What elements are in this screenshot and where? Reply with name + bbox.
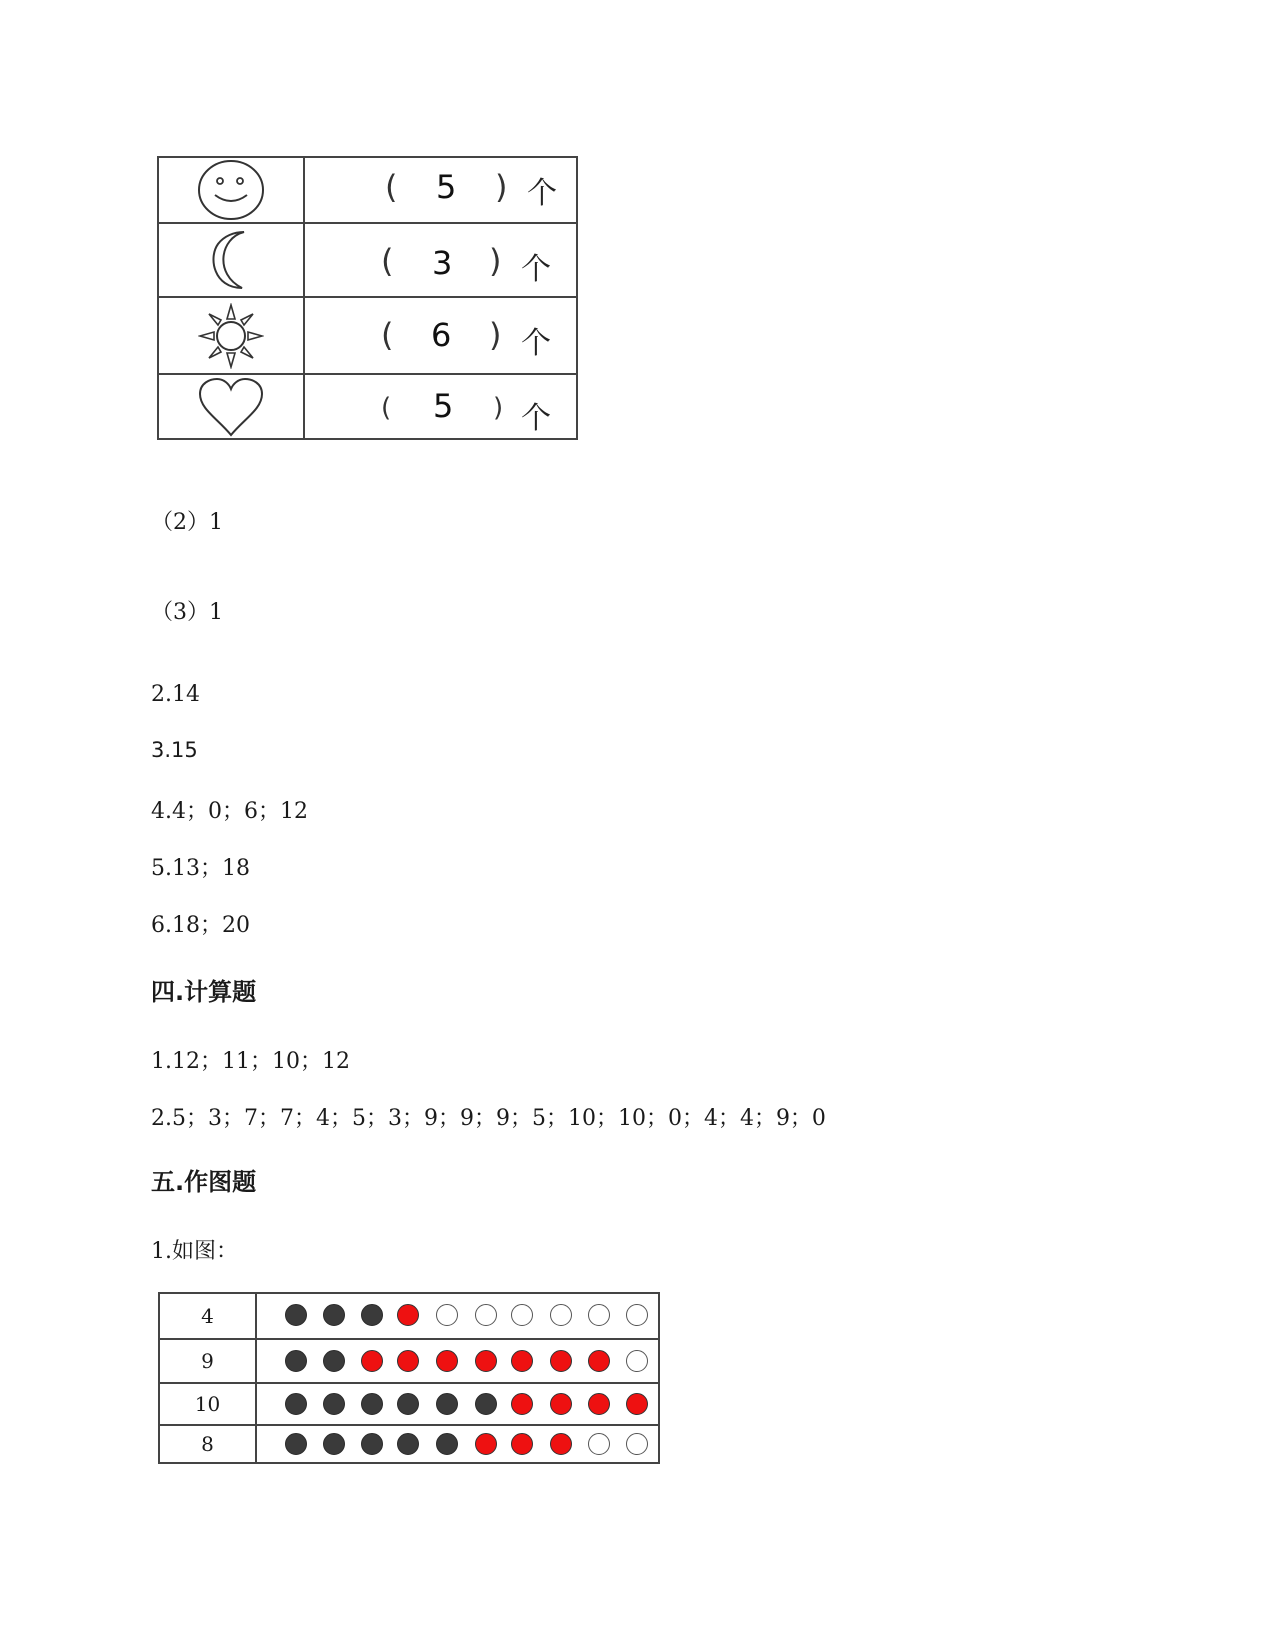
dots-cell <box>257 1340 658 1382</box>
count-cell <box>305 375 576 438</box>
calc-answer-1: 1.12；11；10；12 <box>151 1049 350 1074</box>
black-dot <box>323 1393 345 1415</box>
count-value: 5 <box>433 387 454 425</box>
dots-cell <box>257 1294 658 1338</box>
red-dot <box>588 1350 610 1372</box>
red-dot <box>550 1433 572 1455</box>
answer-3: 3.15 <box>151 738 198 762</box>
black-dot <box>475 1393 497 1415</box>
calc-answer-2: 2.5；3；7；7；4；5；3；9；9；9；5；10；10；0；4；4；9；0 <box>151 1106 826 1131</box>
black-dot <box>285 1304 307 1326</box>
shape-row <box>159 158 576 222</box>
unit-label: 个 <box>521 326 551 361</box>
dot-row-label: 4 <box>160 1294 257 1338</box>
section-heading-drawing: 五.作图题 <box>151 1168 257 1196</box>
shape-row <box>159 222 576 296</box>
open-paren: ( <box>385 168 398 206</box>
dot-row-label: 9 <box>160 1340 257 1382</box>
dot-row <box>160 1424 658 1462</box>
red-dot <box>511 1350 533 1372</box>
section-heading-calculation: 四.计算题 <box>151 978 257 1006</box>
close-paren: ) <box>495 168 508 206</box>
smiley-face-icon <box>195 159 267 221</box>
sun-icon <box>198 303 264 369</box>
dot-counting-table <box>158 1292 660 1464</box>
white-dot <box>626 1304 648 1326</box>
close-paren: ) <box>493 393 504 423</box>
black-dot <box>361 1393 383 1415</box>
black-dot <box>323 1350 345 1372</box>
unit-label: 个 <box>521 252 551 287</box>
icon-cell <box>159 375 305 438</box>
red-dot <box>588 1393 610 1415</box>
count-cell <box>305 224 576 296</box>
open-paren: ( <box>381 316 394 354</box>
red-dot <box>550 1393 572 1415</box>
count-value: 3 <box>432 244 453 282</box>
answer-1-2: （2）1 <box>151 510 223 535</box>
shape-row <box>159 373 576 438</box>
dots-cell <box>257 1426 658 1462</box>
answer-2: 2.14 <box>151 682 200 707</box>
close-paren: ) <box>489 242 502 280</box>
white-dot <box>588 1433 610 1455</box>
black-dot <box>285 1393 307 1415</box>
black-dot <box>323 1304 345 1326</box>
unit-label: 个 <box>521 401 551 436</box>
white-dot <box>550 1304 572 1326</box>
black-dot <box>397 1433 419 1455</box>
black-dot <box>361 1304 383 1326</box>
answer-4: 4.4；0；6；12 <box>151 799 308 824</box>
count-value: 5 <box>436 168 457 206</box>
icon-cell <box>159 224 305 296</box>
count-cell <box>305 298 576 373</box>
white-dot <box>588 1304 610 1326</box>
red-dot <box>475 1433 497 1455</box>
black-dot <box>397 1393 419 1415</box>
answer-1-3: （3）1 <box>151 600 223 625</box>
dot-row <box>160 1294 658 1338</box>
black-dot <box>436 1433 458 1455</box>
white-dot <box>436 1304 458 1326</box>
shape-row <box>159 296 576 373</box>
white-dot <box>475 1304 497 1326</box>
red-dot <box>397 1350 419 1372</box>
red-dot <box>361 1350 383 1372</box>
dots-cell <box>257 1384 658 1424</box>
red-dot <box>511 1393 533 1415</box>
crescent-moon-icon <box>206 228 256 292</box>
dot-row-label: 10 <box>160 1384 257 1424</box>
open-paren: ( <box>381 242 394 280</box>
count-cell <box>305 158 576 222</box>
black-dot <box>436 1393 458 1415</box>
dot-row <box>160 1382 658 1424</box>
black-dot <box>361 1433 383 1455</box>
red-dot <box>397 1304 419 1326</box>
red-dot <box>475 1350 497 1372</box>
count-value: 6 <box>431 316 452 354</box>
white-dot <box>511 1304 533 1326</box>
black-dot <box>285 1433 307 1455</box>
heart-icon <box>196 377 266 437</box>
icon-cell <box>159 298 305 373</box>
black-dot <box>285 1350 307 1372</box>
answer-6: 6.18；20 <box>151 913 250 938</box>
red-dot <box>436 1350 458 1372</box>
icon-cell <box>159 158 305 222</box>
dot-row <box>160 1338 658 1382</box>
red-dot <box>511 1433 533 1455</box>
black-dot <box>323 1433 345 1455</box>
dot-row-label: 8 <box>160 1426 257 1462</box>
unit-label: 个 <box>527 176 557 211</box>
red-dot <box>626 1393 648 1415</box>
red-dot <box>550 1350 572 1372</box>
white-dot <box>626 1433 648 1455</box>
white-dot <box>626 1350 648 1372</box>
open-paren: ( <box>381 393 392 423</box>
answer-5: 5.13；18 <box>151 856 250 881</box>
close-paren: ) <box>489 316 502 354</box>
drawing-answer-1: 1.如图： <box>151 1239 238 1264</box>
shape-count-table <box>157 156 578 440</box>
